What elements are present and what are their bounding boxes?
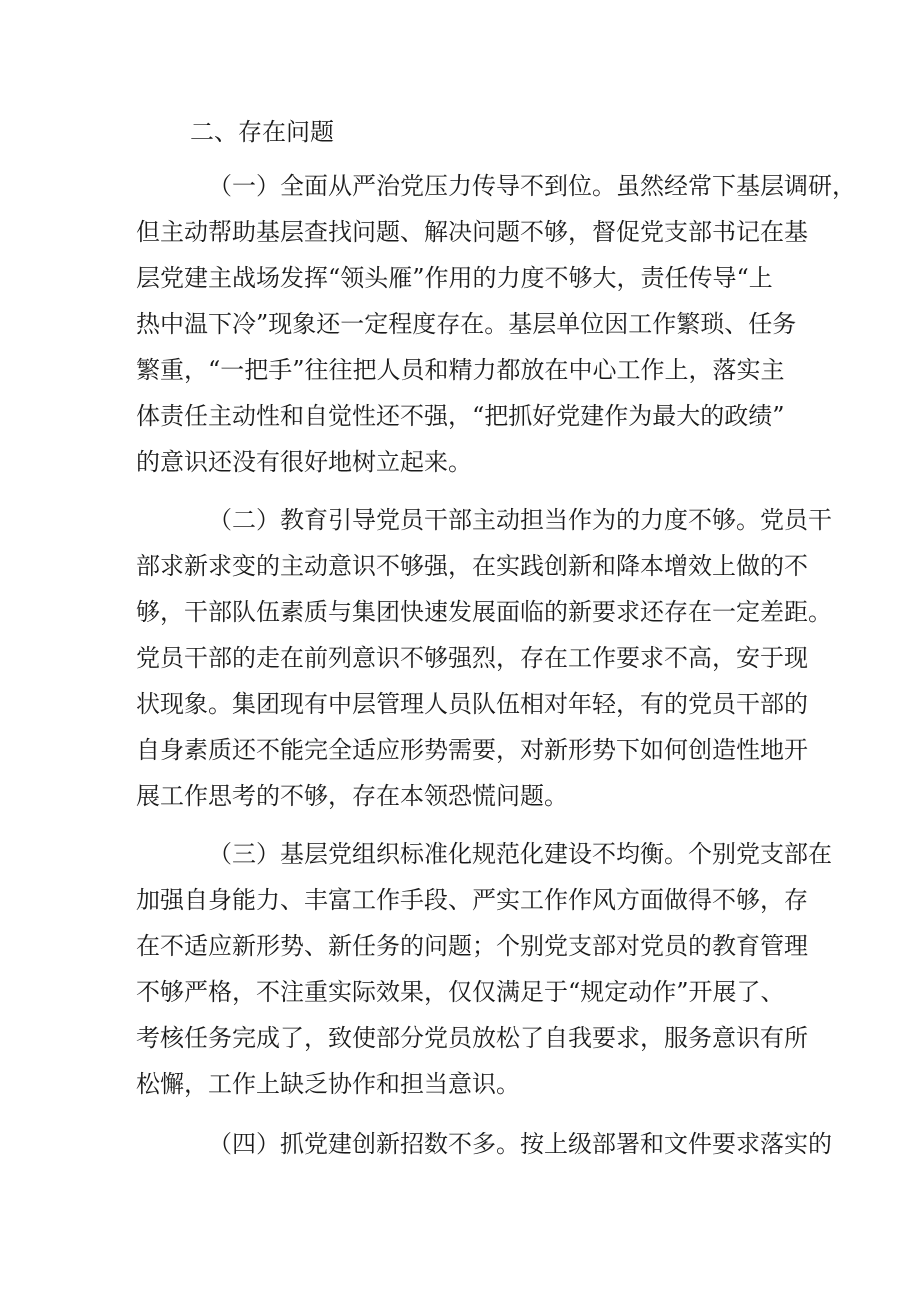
- paragraph-1-line-4: 热中温下冷”现象还一定程度存在。基层单位因工作繁琐、任务: [136, 310, 797, 338]
- paragraph-2-line-1: （二）教育引导党员干部主动担当作为的力度不够。党员干: [208, 506, 832, 534]
- paragraph-2-line-4: 党员干部的走在前列意识不够强烈，存在工作要求不高，安于现: [136, 644, 808, 672]
- paragraph-3-line-1: （三）基层党组织标准化规范化建设不均衡。个别党支部在: [208, 840, 832, 868]
- paragraph-3-line-3: 在不适应新形势、新任务的问题；个别党支部对党员的教育管理: [136, 932, 808, 960]
- paragraph-1-line-5: 繁重，“一把手”往往把人员和精力都放在中心工作上，落实主: [136, 356, 785, 384]
- paragraph-1-line-6: 体责任主动性和自觉性还不强，“把抓好党建作为最大的政绩”: [136, 402, 785, 430]
- paragraph-3-line-6: 松懈，工作上缺乏协作和担当意识。: [136, 1070, 520, 1098]
- paragraph-2-line-3: 够，干部队伍素质与集团快速发展面临的新要求还存在一定差距。: [136, 598, 832, 626]
- paragraph-2-line-6: 自身素质还不能完全适应形势需要，对新形势下如何创造性地开: [136, 736, 808, 764]
- paragraph-4-line-1: （四）抓党建创新招数不多。按上级部署和文件要求落实的: [208, 1130, 832, 1158]
- paragraph-2-line-7: 展工作思考的不够，存在本领恐慌问题。: [136, 782, 568, 810]
- paragraph-1-line-1: （一）全面从严治党压力传导不到位。虽然经常下基层调研，: [208, 172, 856, 200]
- paragraph-2-line-5: 状现象。集团现有中层管理人员队伍相对年轻，有的党员干部的: [136, 690, 808, 718]
- paragraph-1-line-3: 层党建主战场发挥“领头雁”作用的力度不够大，责任传导“上: [136, 264, 773, 292]
- paragraph-3-line-2: 加强自身能力、丰富工作手段、严实工作作风方面做得不够，存: [136, 886, 808, 914]
- paragraph-1-line-7: 的意识还没有很好地树立起来。: [136, 448, 472, 476]
- paragraph-3-line-5: 考核任务完成了，致使部分党员放松了自我要求，服务意识有所: [136, 1024, 808, 1052]
- paragraph-3-line-4: 不够严格，不注重实际效果，仅仅满足于“规定动作”开展了、: [136, 978, 785, 1006]
- paragraph-2-line-2: 部求新求变的主动意识不够强，在实践创新和降本增效上做的不: [136, 552, 808, 580]
- section-heading: 二、存在问题: [190, 118, 334, 146]
- paragraph-1-line-2: 但主动帮助基层查找问题、解决问题不够，督促党支部书记在基: [136, 218, 808, 246]
